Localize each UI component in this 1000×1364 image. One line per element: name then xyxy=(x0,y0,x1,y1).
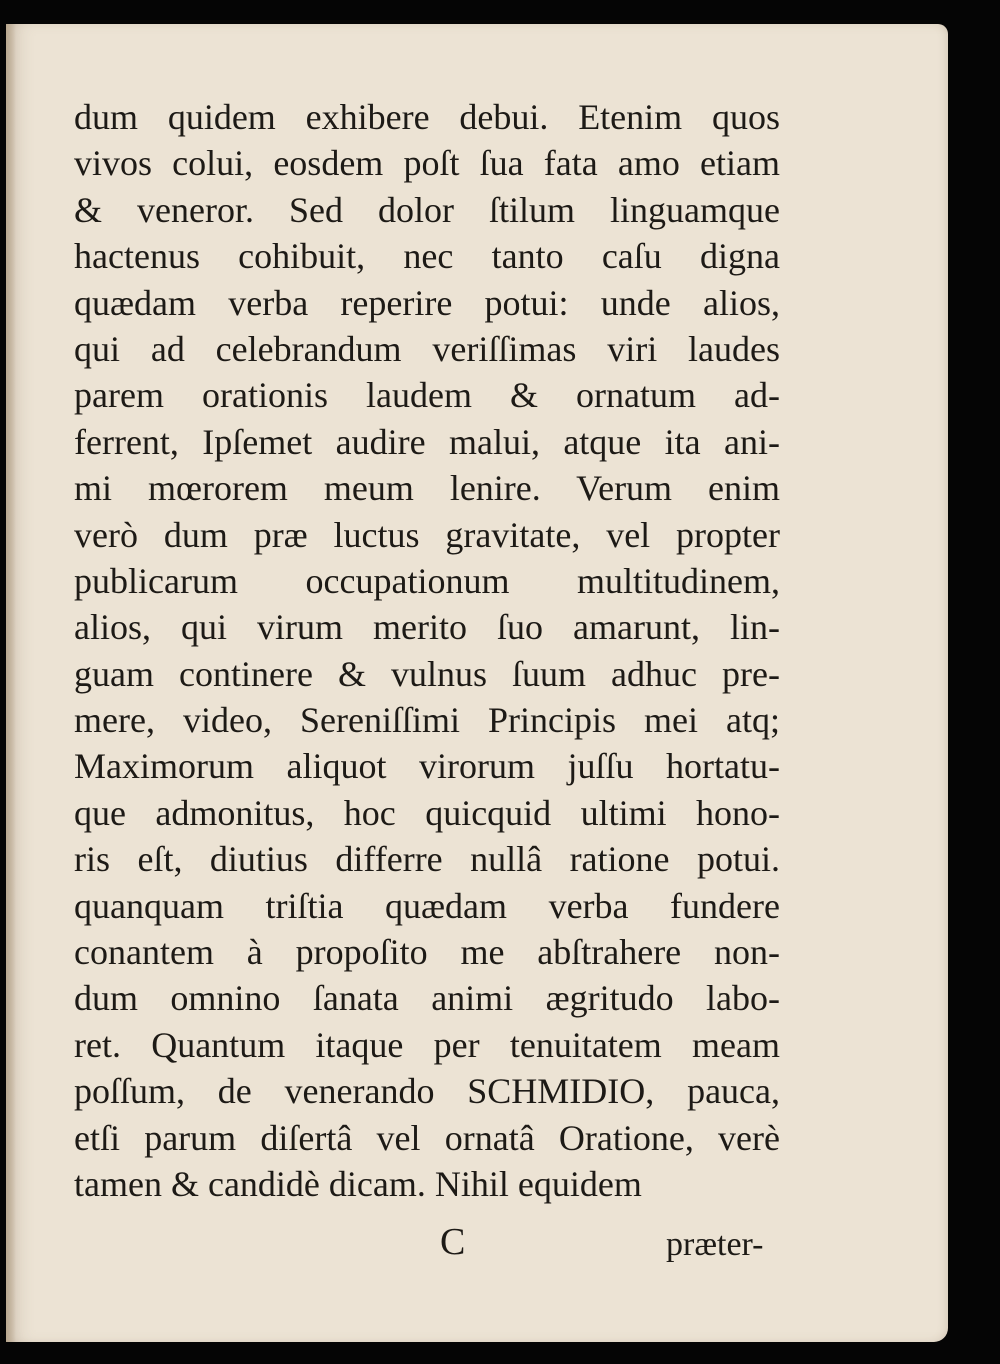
signature-mark: C xyxy=(440,1221,466,1263)
text-line: parem orationis laudem & ornatum ad- xyxy=(74,375,780,416)
catchword: præter- xyxy=(666,1226,764,1263)
text-line: quædam verba reperire potui: unde alios, xyxy=(74,282,780,323)
text-line: dum quidem exhibere debui. Etenim quos xyxy=(74,97,780,137)
text-line: poſſum, de venerando SCHMIDIO, pauca, xyxy=(74,1071,780,1112)
text-line: vivos colui, eosdem poſt ſua fata amo etiam xyxy=(74,143,780,184)
text-line: dum omnino ſanata animi ægritudo labo- xyxy=(74,978,780,1019)
text-line: ris eſt, diutius differre nullâ ratione potui. xyxy=(74,839,780,880)
text-line: hactenus cohibuit, nec tanto caſu digna xyxy=(74,236,780,277)
text-line: Maximorum aliquot virorum juſſu hortatu- xyxy=(74,746,780,787)
text-line: quanquam triſtia quædam verba fundere xyxy=(74,885,780,926)
text-line: alios, qui virum merito ſuo amarunt, lin- xyxy=(74,607,780,648)
text-line: ret. Quantum itaque per tenuitatem meam xyxy=(74,1024,780,1065)
text-line: qui ad celebrandum veriſſimas viri laudes xyxy=(74,328,780,369)
text-line: etſi parum diſertâ vel ornatâ Oratione, verè xyxy=(74,1117,780,1158)
text-line: conantem à propoſito me abſtrahere non- xyxy=(74,932,780,973)
text-line: mere, video, Sereniſſimi Principis mei atq; xyxy=(74,700,780,741)
text-line: publicarum occupationum multitudinem, xyxy=(74,560,780,601)
book-page xyxy=(6,24,948,1342)
text-line: tamen & candidè dicam. Nihil equidem xyxy=(74,1163,642,1204)
text-line: verò dum præ luctus gravitate, vel propter xyxy=(74,514,780,555)
text-line: que admonitus, hoc quicquid ultimi hono- xyxy=(74,792,780,833)
text-line: ferrent, Ipſemet audire malui, atque ita ani- xyxy=(74,421,780,462)
text-line: mi mœrorem meum lenire. Verum enim xyxy=(74,468,780,509)
text-line: & veneror. Sed dolor ſtilum linguamque xyxy=(74,189,780,230)
text-line: guam continere & vulnus ſuum adhuc pre- xyxy=(74,653,780,694)
body-text xyxy=(74,94,780,1207)
